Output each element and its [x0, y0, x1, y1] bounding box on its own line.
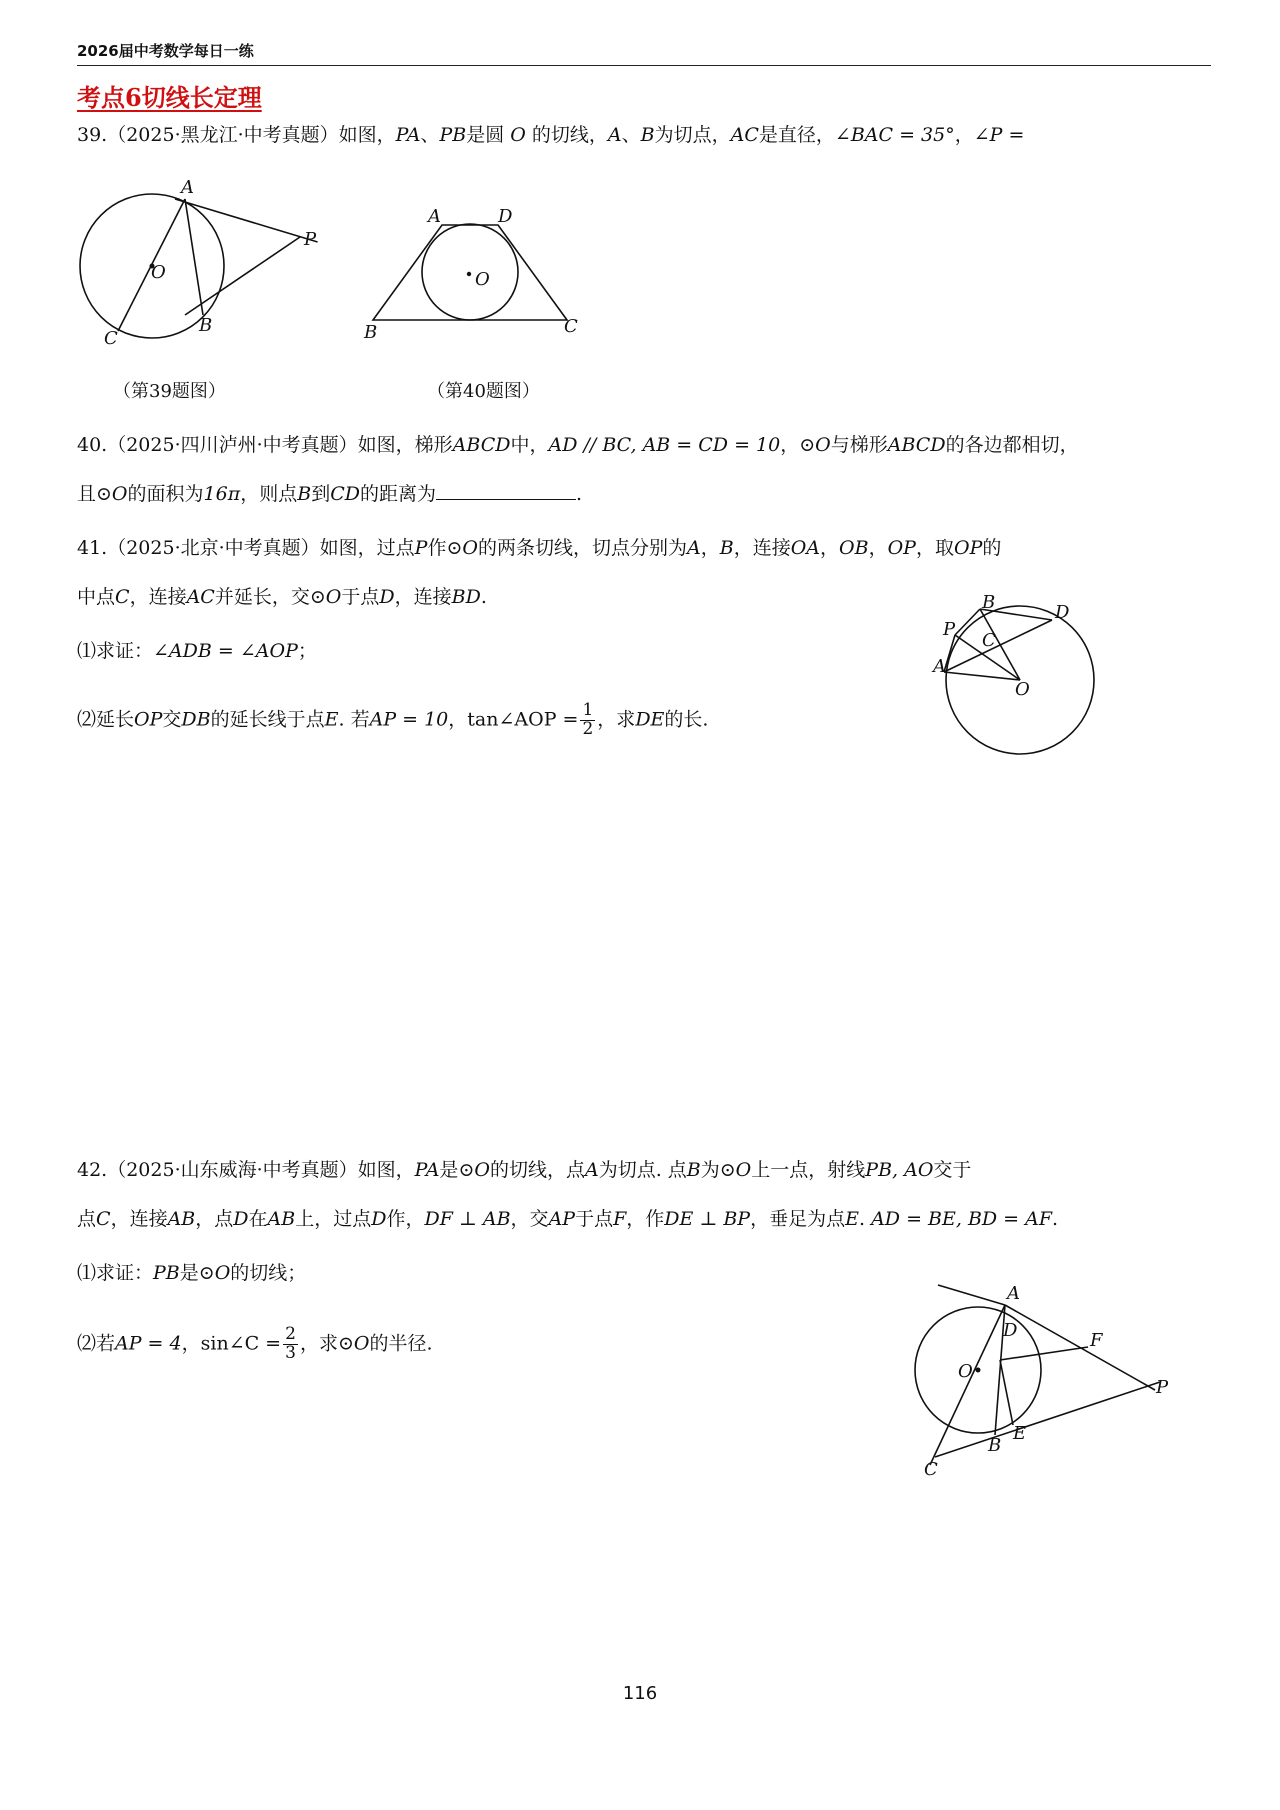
- fig41-line-pb: [955, 609, 980, 635]
- fig42-label-f: F: [1090, 1330, 1103, 1351]
- fig42-label-b: B: [988, 1435, 1002, 1456]
- fig40-circle: [422, 224, 518, 320]
- question-41-line-2: 中点C，连接AC并延长，交⊙O于点D，连接BD.: [77, 586, 487, 608]
- fig42-center-dot: [976, 1368, 981, 1373]
- fig42-line-de: [1000, 1360, 1013, 1425]
- question-40-line-2: 且⊙O的面积为16π，则点B到CD的距离为 .: [77, 483, 583, 505]
- fig42-label-a: A: [1007, 1283, 1020, 1304]
- fig41-label-p: P: [943, 619, 956, 640]
- question-41-part-2: ⑵延长OP交DB的延长线于点E. 若AP = 10，tan∠AOP = $\frac{1}{2}$ ，求DE的长.: [77, 700, 709, 739]
- fig39-label-a: A: [181, 177, 194, 198]
- fig42-label-p: P: [1156, 1377, 1169, 1398]
- page-header-title: 2026届中考数学每日一练: [77, 42, 254, 60]
- page-number: 116: [622, 1683, 658, 1704]
- fig42-label-e: E: [1013, 1423, 1027, 1444]
- fig40-center-dot: [467, 272, 471, 276]
- fig40-label-d: D: [498, 206, 513, 227]
- question-42-part-1: ⑴求证：PB是⊙O的切线；: [77, 1262, 307, 1284]
- fig39-label-c: C: [104, 328, 118, 349]
- figure-40-caption: （第40题图）: [427, 381, 540, 402]
- fig41-line-oa: [944, 672, 1020, 680]
- fig39-label-p: P: [304, 229, 317, 250]
- fig40-label-a: A: [428, 206, 441, 227]
- question-42-line-2: 点C，连接AB，点D在AB上，过点D作，DF ⊥ AB，交AP于点F，作DE ⊥ BP，垂足为点E. AD = BE, BD = AF.: [77, 1208, 1059, 1230]
- fraction-tan: $\frac{1}{2}$: [582, 700, 594, 739]
- figure-42: [900, 1275, 1180, 1485]
- fig42-line-df: [1000, 1347, 1088, 1360]
- figure-39: [60, 168, 320, 358]
- fig42-label-o: O: [958, 1361, 973, 1382]
- figure-39-caption: （第39题图）: [113, 381, 226, 402]
- question-42-part-2: ⑵若AP = 4，sin∠C = $\frac{2}{3}$ ，求⊙O的半径.: [77, 1324, 433, 1363]
- fig42-label-d: D: [1003, 1320, 1018, 1341]
- fraction-sin: $\frac{2}{3}$: [285, 1324, 296, 1363]
- fig39-line-ap: [175, 199, 318, 242]
- fig42-line-cp: [935, 1382, 1160, 1457]
- question-42-line-1: 42.（2025·山东威海·中考真题）如图，PA是⊙O的切线，点A为切点. 点B为⊙O上一点，射线PB, AO交于: [77, 1159, 972, 1181]
- question-40-line-1: 40.（2025·四川泸州·中考真题）如图，梯形ABCD中，AD // BC, AB = CD = 10，⊙O与梯形ABCD的各边都相切，: [77, 434, 1079, 456]
- fig40-label-b: B: [364, 322, 378, 343]
- fig41-label-b: B: [982, 595, 996, 613]
- figure-40: [355, 200, 585, 350]
- question-39-text: 39.（2025·黑龙江·中考真题）如图，PA、PB是圆 O 的切线，A、B为切点，AC是直径，∠BAC = 35°，∠P =: [77, 124, 1025, 146]
- fig39-label-o: O: [151, 262, 166, 283]
- fig41-label-d: D: [1055, 602, 1070, 623]
- section-title: 考点6切线长定理: [77, 83, 262, 112]
- fig39-chord-ab: [185, 199, 203, 315]
- question-41-part-1: ⑴求证：∠ADB = ∠AOP；: [77, 640, 317, 662]
- fig41-label-a: A: [933, 656, 946, 677]
- header-divider: [77, 65, 1211, 66]
- fig40-label-c: C: [564, 316, 578, 337]
- fig39-label-b: B: [199, 315, 213, 336]
- answer-blank[interactable]: [436, 481, 576, 500]
- fig42-tangent-extension: [938, 1285, 1005, 1305]
- fig41-label-o: O: [1015, 679, 1030, 700]
- fig41-label-c: C: [982, 630, 996, 651]
- question-41-line-1: 41.（2025·北京·中考真题）如图，过点P作⊙O的两条切线，切点分别为A，B，连接OA，OB，OP，取OP的: [77, 537, 1002, 559]
- fig40-label-o: O: [475, 269, 490, 290]
- figure-41: [925, 595, 1105, 765]
- fig39-line-bp: [185, 237, 300, 315]
- fig42-label-c: C: [924, 1459, 938, 1480]
